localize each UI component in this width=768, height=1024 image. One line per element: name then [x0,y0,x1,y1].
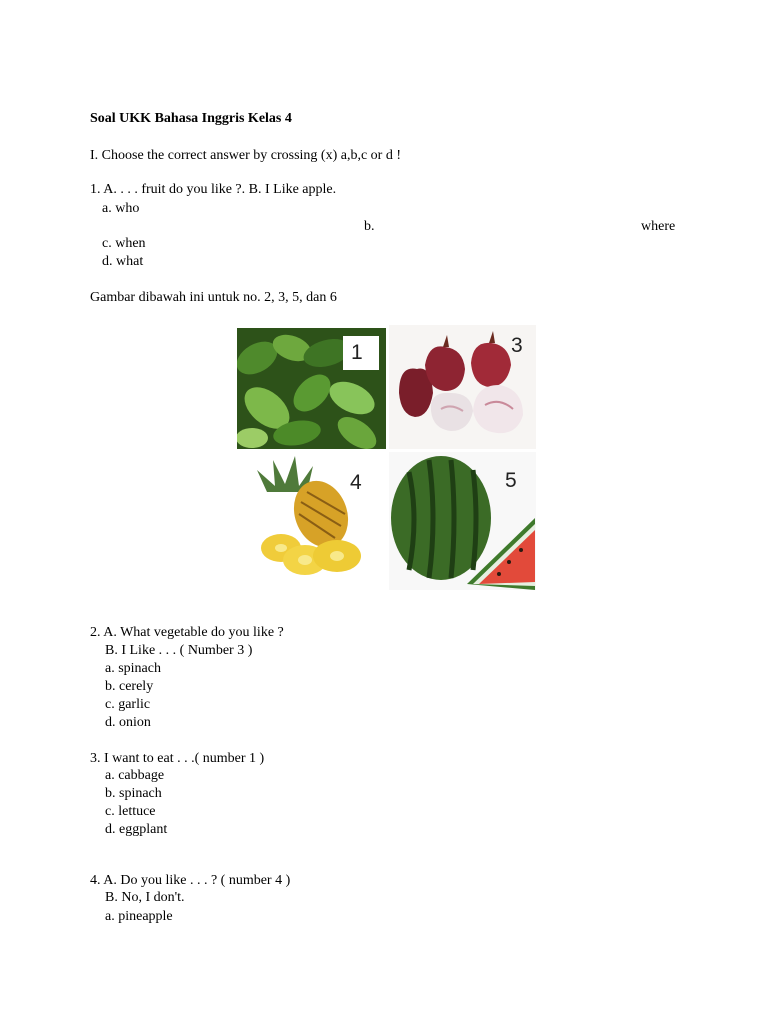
spinach-image [237,328,386,449]
instruction: I. Choose the correct answer by crossing (x) a,b,c or d ! [90,148,402,163]
option-4a: a. pineapple [105,909,173,924]
figure-label-5: 5 [505,469,517,492]
question-1-text: 1. A. . . . fruit do you like ?. B. I Like apple. [90,182,337,197]
option-3b: b. spinach [105,786,162,801]
option-2c: c. garlic [105,697,151,712]
option-1b-label: b. [364,219,375,234]
figure-label-4: 4 [350,471,362,494]
option-2d: d. onion [105,715,151,730]
question-4-line2: B. No, I don't. [105,890,185,905]
option-1b-text: where [641,219,676,234]
option-2b: b. cerely [105,679,154,694]
onion-image [389,325,536,449]
figure-caption: Gambar dibawah ini untuk no. 2, 3, 5, dan 6 [90,290,337,305]
option-1c: c. when [102,236,146,251]
pineapple-image [237,452,386,590]
option-3c: c. lettuce [105,804,156,819]
option-2a: a. spinach [105,661,161,676]
watermelon-image [389,452,536,590]
vegetables-fruits-figure [234,325,536,590]
question-2-line2: B. I Like . . . ( Number 3 ) [105,643,253,658]
option-3d: d. eggplant [105,822,168,837]
figure-label-3: 3 [511,334,523,357]
question-4-line1: 4. A. Do you like . . . ? ( number 4 ) [90,873,291,888]
page-title: Soal UKK Bahasa Inggris Kelas 4 [90,111,292,126]
option-1a: a. who [102,201,140,216]
option-3a: a. cabbage [105,768,165,783]
option-1d: d. what [102,254,144,269]
figure-label-1: 1 [351,341,363,364]
question-3-text: 3. I want to eat . . .( number 1 ) [90,751,265,766]
question-2-line1: 2. A. What vegetable do you like ? [90,625,284,640]
